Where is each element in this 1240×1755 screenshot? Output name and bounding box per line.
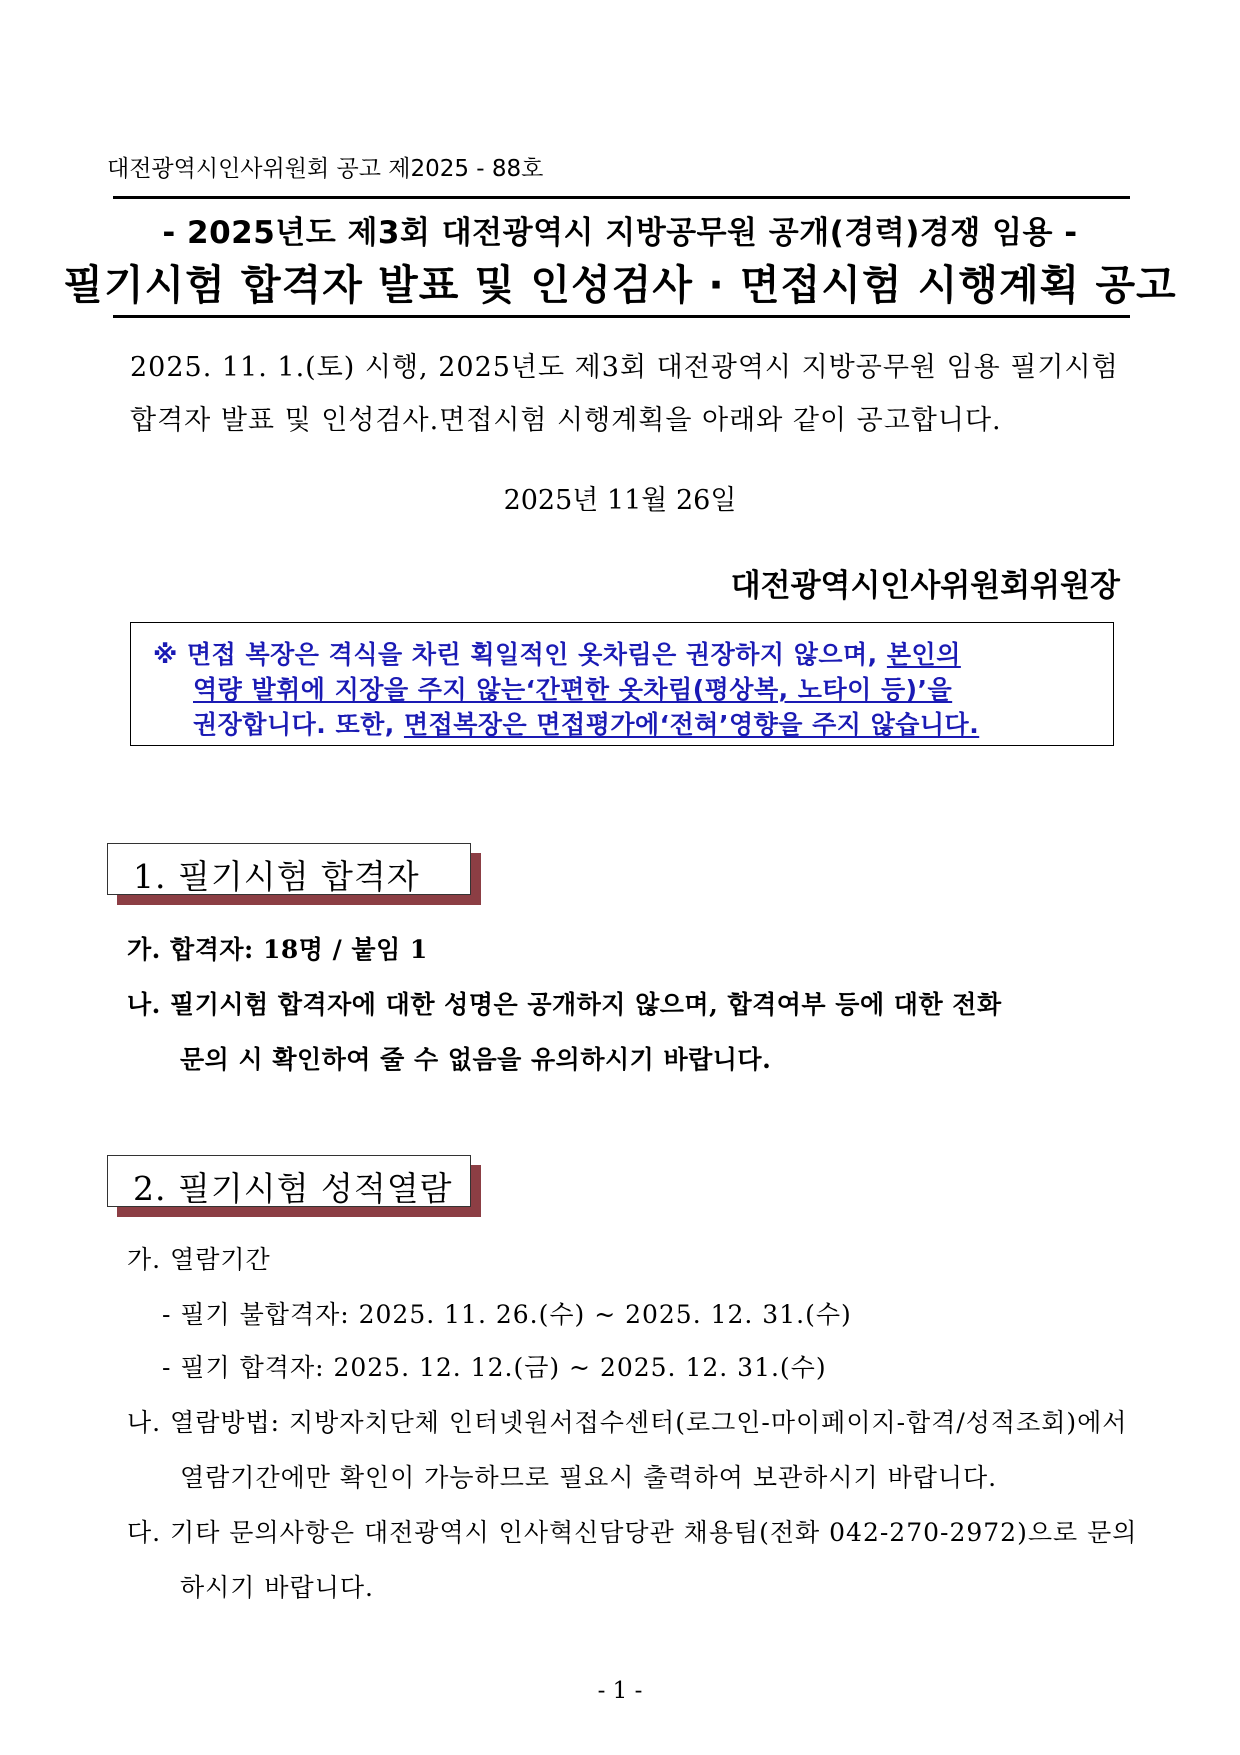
section-2-item-b-line-2: 열람기간에만 확인이 가능하므로 필요시 출력하여 보관하시기 바랍니다. bbox=[180, 1463, 998, 1492]
notice-box-line-3-text: 권장합니다. 또한, bbox=[193, 710, 404, 739]
section-2-item-a-sub-2: - 필기 합격자: 2025. 12. 12.(금) ~ 2025. 12. 31.(수) bbox=[162, 1353, 827, 1382]
page-number: - 1 - bbox=[597, 1678, 643, 1704]
section-2-item-a: 가. 열람기간 bbox=[127, 1245, 271, 1274]
section-2-item-c-line-2: 하시기 바랍니다. bbox=[180, 1573, 374, 1602]
notice-subtitle: - 2025년도 제3회 대전광역시 지방공무원 공개(경력)경쟁 임용 - bbox=[162, 215, 1078, 251]
section-1-header bbox=[107, 843, 471, 895]
section-1-item-b-line-1: 나. 필기시험 합격자에 대한 성명은 공개하지 않으며, 합격여부 등에 대한 전화 bbox=[127, 990, 1002, 1019]
intro-line-2: 합격자 발표 및 인성검사.면접시험 시행계획을 아래와 같이 공고합니다. bbox=[130, 405, 1002, 436]
notice-box-line-1 bbox=[153, 635, 961, 671]
notice-box-line-1-text: ※ 면접 복장은 격식을 차린 획일적인 옷차림은 권장하지 않으며, bbox=[153, 640, 887, 669]
section-1-item-b-line-2: 문의 시 확인하여 줄 수 없음을 유의하시기 바랍니다. bbox=[180, 1045, 772, 1074]
section-2-item-c-line-1: 다. 기타 문의사항은 대전광역시 인사혁신담당관 채용팀(전화 042-270-2972)으로 문의 bbox=[127, 1518, 1138, 1547]
notice-box-line-3 bbox=[193, 705, 979, 741]
section-1-title: 1. 필기시험 합격자 bbox=[133, 857, 420, 896]
signatory: 대전광역시인사위원회위원장 bbox=[730, 568, 1120, 604]
title-rule-bottom bbox=[113, 315, 1130, 318]
section-1-item-a: 가. 합격자: 18명 / 붙임 1 bbox=[127, 935, 428, 964]
notice-date: 2025년 11월 26일 bbox=[503, 485, 737, 516]
dress-code-notice-box bbox=[130, 622, 1114, 746]
section-2-header bbox=[107, 1155, 471, 1207]
notice-title: 필기시험 합격자 발표 및 인성검사 · 면접시험 시행계획 공고 bbox=[63, 261, 1177, 309]
section-2-item-a-sub-1: - 필기 불합격자: 2025. 11. 26.(수) ~ 2025. 12. 31.(수) bbox=[162, 1300, 852, 1329]
notice-box-line-2: 역량 발휘에 지장을 주지 않는‘간편한 옷차림(평상복, 노타이 등)’을 bbox=[193, 675, 953, 704]
section-2-item-b-line-1: 나. 열람방법: 지방자치단체 인터넷원서접수센터(로그인-마이페이지-합격/성적조회)에서 bbox=[127, 1408, 1128, 1437]
notice-box-line-1-underlined: 본인의 bbox=[886, 640, 961, 669]
notice-box-line-3-underlined: 면접복장은 면접평가에‘전혀’영향을 주지 않습니다. bbox=[403, 710, 980, 739]
title-rule-top bbox=[113, 196, 1130, 199]
notice-number: 대전광역시인사위원회 공고 제2025 - 88호 bbox=[107, 156, 544, 182]
section-2-title: 2. 필기시험 성적열람 bbox=[133, 1169, 453, 1208]
intro-line-1: 2025. 11. 1.(토) 시행, 2025년도 제3회 대전광역시 지방공무원 임용 필기시험 bbox=[130, 352, 1119, 383]
